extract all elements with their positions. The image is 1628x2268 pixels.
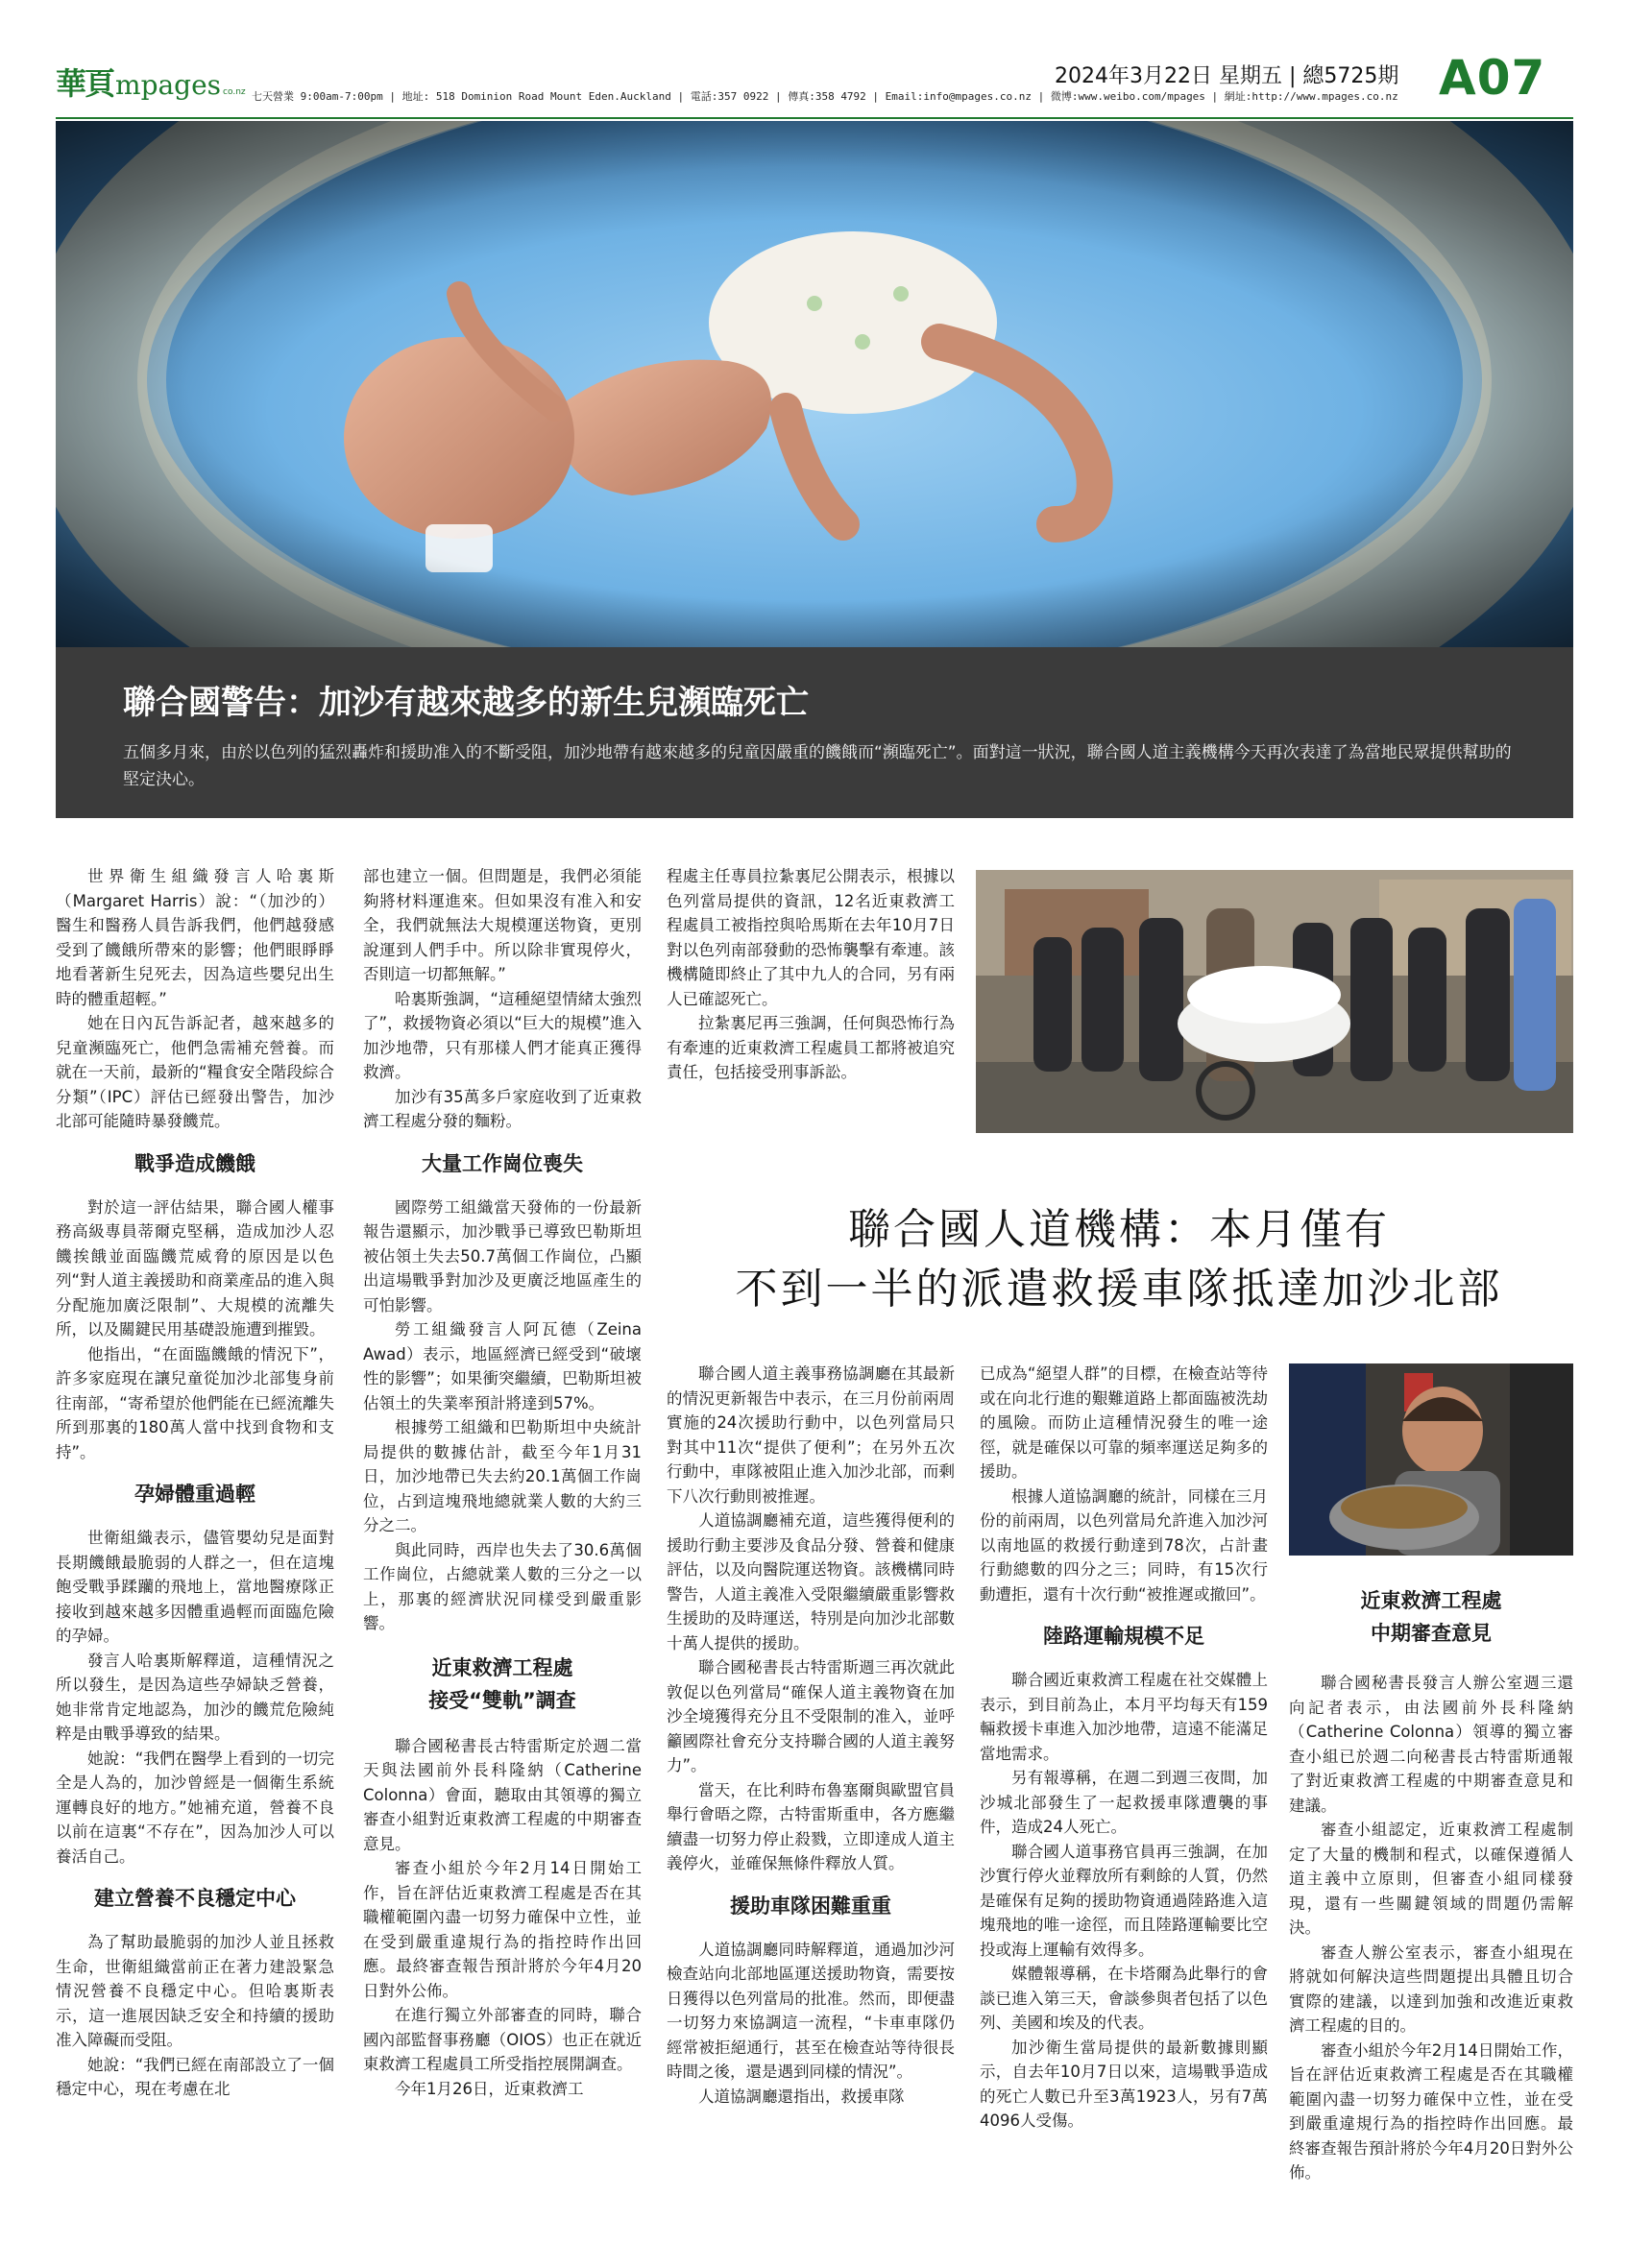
paragraph: 國際勞工組織當天發佈的一份最新報告還顯示，加沙戰爭已導致巴勒斯坦被佔領土失去50.7萬個工作崗位，凸顯出這場戰爭對加沙及更廣泛地區產生的可怕影響。: [363, 1197, 642, 1315]
mpages-logo[interactable]: [56, 60, 246, 104]
article2-columnA: [667, 1362, 955, 2109]
paragraph: 聯合國秘書長古特雷斯定於週二當天與法國前外長科隆納（Catherine Colonna）會面，聽取由其領導的獨立審查小組對近東救濟工程處的中期審查意見。: [363, 1736, 642, 1853]
masthead: [56, 50, 1573, 117]
paragraph: 部也建立一個。但問題是，我們必須能夠將材料運進來。但如果沒有准入和安全，我們就無法大規模運送物資，更別說運到人們手中。所以除非實現停火，否則這一切都無解。”: [363, 867, 642, 983]
paragraph: 審查小組於今年2月14日開始工作，旨在評估近東救濟工程處是否在其職權範圍內盡一切努力確保中立性，並在受到嚴重違規行為的指控時作出回應。最終審查報告預計將於今年4月20日對外公佈。: [363, 1859, 642, 2000]
flour-distribution-illustration: [976, 870, 1573, 1133]
main-headline[interactable]: 聯合國警告：加沙有越來越多的新生兒瀕臨死亡: [123, 684, 809, 722]
subheading-unrwa-investigation: 近東救濟工程處 接受“雙軌”調查: [428, 1655, 576, 1712]
header-rule: [56, 117, 1573, 119]
paragraph: 今年1月26日，近東救濟工: [395, 2079, 584, 2098]
paragraph: 勞工組織發言人阿瓦德（Zeina Awad）表示，地區經濟已經受到“破壞性的影響”；如果衝突繼續，巴勒斯坦被佔領土的失業率預計將達到57%。: [363, 1320, 642, 1412]
paragraph: 媒體報導稱，在卡塔爾為此舉行的會談已進入第三天，會談參與者包括了以色列、美國和埃及的代表。: [980, 1965, 1268, 2032]
paragraph: 審查小組於今年2月14日開始工作，旨在評估近東救濟工程處是否在其職權範圍內盡一切努力確保中立性，並在受到嚴重違規行為的指控時作出回應。最終審查報告預計將於今年4月20日對外公佈。: [1289, 2040, 1573, 2182]
paragraph: 他指出，“在面臨饑餓的情況下”，許多家庭現在讓兒童從加沙北部隻身前往南部，“寄希望於他們能在已經流離失所到那裏的180萬人當中找到食物和支持”。: [56, 1344, 334, 1461]
hero-photo-newborn-incubator: [56, 121, 1573, 647]
paragraph: 與此同時，西岸也失去了30.6萬個工作崗位，占總就業人數的三分之一以上，那裏的經濟狀況同樣受到嚴重影響。: [363, 1540, 642, 1632]
paragraph: 人道協調廳補充道，這些獲得便利的援助行動主要涉及食品分發、營養和健康評估，以及向醫院運送物資。該機構同時警告，人道主義准入受限繼續嚴重影響救生援助的及時運送，特別是向加沙北部數十萬人提供的援助。: [667, 1511, 955, 1653]
paragraph: 聯合國秘書長古特雷斯週三再次就此敦促以色列當局“確保人道主義物資在加沙全境獲得充分且不受限制的准入，並呼籲國際社會充分支持聯合國的人道主義努力”。: [667, 1658, 955, 1774]
paragraph: 加沙衛生當局提供的最新數據則顯示，自去年10月7日以來，這場戰爭造成的死亡人數已升至3萬1923人，另有7萬4096人受傷。: [980, 2038, 1268, 2130]
paragraph: 哈裏斯強調，“這種絕望情緒太強烈了”，救援物資必須以“巨大的規模”進入加沙地帶，只有那樣人們才能真正獲得救濟。: [363, 989, 642, 1081]
subheading-land-transport: 陸路運輸規模不足: [1043, 1625, 1204, 1648]
article2-headline-line1: 聯合國人道機構：本月僅有: [848, 1205, 1390, 1254]
logo-domain-text: co.nz: [223, 87, 246, 97]
paragraph: 她在日內瓦告訴記者，越來越多的兒童瀕臨死亡，他們急需補充營養。而就在一天前，最新的“糧食安全階段綜合分類”（IPC）評估已經發出警告，加沙北部可能隨時暴發饑荒。: [56, 1014, 334, 1130]
paragraph: 在進行獨立外部審查的同時，聯合國內部監督事務廳（OIOS）也正在就近東救濟工程處員工所受指控展開調查。: [363, 2006, 642, 2073]
paragraph: 世界衛生組織發言人哈裏斯（Margaret Harris）說：“（加沙的）醫生和醫務人員告訴我們，他們越發感受到了饑餓所帶來的影響；他們眼睜睜地看著新生兒死去，因為這些嬰兒出生時的體重超輕。”: [56, 867, 334, 1008]
photo-child-food-bowl: [1289, 1363, 1573, 1556]
paragraph: 聯合國人道事務官員再三強調，在加沙實行停火並釋放所有剩餘的人質，仍然是確保有足夠的援助物資通過陸路進入這塊飛地的唯一途徑，而且陸路運輸要比空投或海上運輸有效得多。: [980, 1842, 1268, 1959]
paragraph: 對於這一評估結果，聯合國人權事務高級專員蒂爾克堅稱，造成加沙人忍饑挨餓並面臨饑荒威脅的原因是以色列“對人道主義援助和商業產品的進入與分配施加廣泛限制”、大規模的流離失所，以及關鍵民用基礎設施遭到摧毀。: [56, 1197, 334, 1339]
paragraph: 審查人辦公室表示，審查小組現在將就如何解決這些問題提出具體且切合實際的建議，以達到加強和改進近東救濟工程處的目的。: [1289, 1942, 1573, 2035]
hero-photo-illustration: [56, 121, 1573, 647]
article2-headline-line2: 不到一半的派遣救援車隊抵達加沙北部: [735, 1265, 1503, 1314]
paragraph: 聯合國秘書長發言人辦公室週三還向記者表示，由法國前外長科隆納（Catherine Colonna）領導的獨立審查小組已於週二向秘書長古特雷斯通報了對近東救濟工程處的中期審查意見和建議。: [1289, 1674, 1573, 1815]
logo-english-text: mpages: [115, 69, 222, 101]
article2-headline[interactable]: [663, 1200, 1575, 1319]
page-number: A07: [1439, 50, 1546, 106]
child-food-bowl-illustration: [1289, 1363, 1573, 1556]
paragraph: 她說：“我們在醫學上看到的一切完全是人為的，加沙曾經是一個衛生系統運轉良好的地方。”她補充道，營養不良以前在這裏“不存在”，因為加沙人可以養活自己。: [56, 1749, 334, 1866]
subheading-job-losses: 大量工作崗位喪失: [422, 1151, 583, 1175]
subheading-underweight-mothers: 孕婦體重過輕: [134, 1483, 255, 1506]
subheading-unrwa-interim-review: 近東救濟工程處 中期審查意見: [1360, 1589, 1502, 1645]
article1-column1: [56, 864, 334, 2102]
subheading-convoy-difficulties: 援助車隊困難重重: [730, 1894, 891, 1918]
article1-column3: [667, 864, 955, 1085]
article1-column2: [363, 864, 642, 2101]
subheading-stabilization-centre: 建立營養不良穩定中心: [94, 1887, 296, 1910]
paragraph: 程處主任專員拉紮裏尼公開表示，根據以色列當局提供的資訊，12名近東救濟工程處員工被指控與哈馬斯在去年10月7日對以色列南部發動的恐怖襲擊有牽連。該機構隨即終止了其中九人的合同，另有兩人已確認死亡。: [667, 867, 955, 1008]
photo-flour-distribution: [976, 870, 1573, 1133]
paragraph: 人道協調廳同時解釋道，通過加沙河檢查站向北部地區運送援助物資，需要按日獲得以色列當局的批准。然而，即便盡一切努力來協調這一流程，“卡車車隊仍經常被拒絕通行，甚至在檢查站等待很長時間之後，還是遇到同樣的情況”。: [667, 1940, 955, 2081]
paragraph: 世衛組織表示，儘管嬰幼兒是面對長期饑餓最脆弱的人群之一，但在這塊飽受戰爭蹂躪的飛地上，當地醫療隊正接收到越來越多因體重過輕而面臨危險的孕婦。: [56, 1529, 334, 1645]
paragraph: 人道協調廳還指出，救援車隊: [698, 2087, 905, 2106]
paragraph: 審查小組認定，近東救濟工程處制定了大量的機制和程式，以確保遵循人道主義中立原則，但審查小組同樣發現，還有一些關鍵領域的問題仍需解決。: [1289, 1821, 1573, 1937]
paragraph: 為了幫助最脆弱的加沙人並且拯救生命，世衛組織當前正在著力建設緊急情況營養不良穩定中心。但哈裏斯表示，這一進展因缺乏安全和持續的援助准入障礙而受阻。: [56, 1933, 334, 2049]
subheading-war-hunger: 戰爭造成饑餓: [134, 1151, 255, 1175]
issue-date-info: 2024年3月22日 星期五 | 總5725期: [1055, 64, 1399, 88]
paragraph: 根據勞工組織和巴勒斯坦中央統計局提供的數據估計，截至今年1月31日，加沙地帶已失去約20.1萬個工作崗位，占到這塊飛地總就業人數的大約三分之二。: [363, 1418, 642, 1534]
paragraph: 聯合國近東救濟工程處在社交媒體上表示，到目前為止，本月平均每天有159輛救援卡車進入加沙地帶，這遠不能滿足當地需求。: [980, 1671, 1268, 1763]
paragraph: 拉紮裏尼再三強調，任何與恐怖行為有牽連的近東救濟工程處員工都將被追究責任，包括接受刑事訴訟。: [667, 1014, 955, 1081]
logo-chinese-text: 華頁: [56, 65, 114, 102]
paragraph: 聯合國人道主義事務協調廳在其最新的情況更新報告中表示，在三月份前兩周實施的24次援助行動中，以色列當局只對其中11次“提供了便利”；在另外五次行動中，車隊被阻止進入加沙北部，而剩下八次行動則被推遲。: [667, 1364, 955, 1506]
paragraph: 另有報導稱，在週二到週三夜間，加沙城北部發生了一起救援車隊遭襲的事件，造成24人死亡。: [980, 1769, 1268, 1836]
paragraph: 根據人道協調廳的統計，同樣在三月份的前兩周，以色列當局允許進入加沙河以南地區的救援行動達到78次，占計畫行動總數的四分之三；同時，有15次行動遭拒，還有十次行動“被推遲或撤回”。: [980, 1486, 1268, 1604]
contact-info: 七天營業 9:00am-7:00pm | 地址: 518 Dominion Road Mount Eden.Auckland | 電話:357 0922 | 傳真:358 4792 | Email:info@mpages.co.nz | 微博:www.weibo.com/mpages | 網址:http://www.mpages.co.nz: [252, 90, 1398, 103]
paragraph: 發言人哈裏斯解釋道，這種情況之所以發生，是因為這些孕婦缺乏營養，她非常肯定地認為，加沙的饑荒危險純粹是由戰爭導致的結果。: [56, 1651, 334, 1743]
paragraph: 她說：“我們已經在南部設立了一個穩定中心，現在考慮在北: [56, 2055, 334, 2098]
paragraph: 已成為“絕望人群”的目標，在檢查站等待或在向北行進的艱難道路上都面臨被洗劫的風險。而防止這種情況發生的唯一途徑，就是確保以可靠的頻率運送足夠多的援助。: [980, 1364, 1268, 1481]
hero-caption-box: [56, 647, 1573, 818]
paragraph: 加沙有35萬多戶家庭收到了近東救濟工程處分發的麵粉。: [363, 1087, 642, 1130]
article2-columnC: [1289, 1671, 1573, 2185]
paragraph: 當天，在比利時布魯塞爾與歐盟官員舉行會晤之際，古特雷斯重申，各方應繼續盡一切努力停止殺戮，立即達成人道主義停火，並確保無條件釋放人質。: [667, 1780, 955, 1872]
article2-columnB: [980, 1362, 1268, 2134]
lead-paragraph: 五個多月來，由於以色列的猛烈轟炸和援助准入的不斷受阻，加沙地帶有越來越多的兒童因嚴重的饑餓而“瀕臨死亡”。面對這一狀況，聯合國人道主義機構今天再次表達了為當地民眾提供幫助的堅定決心。: [123, 743, 1512, 789]
